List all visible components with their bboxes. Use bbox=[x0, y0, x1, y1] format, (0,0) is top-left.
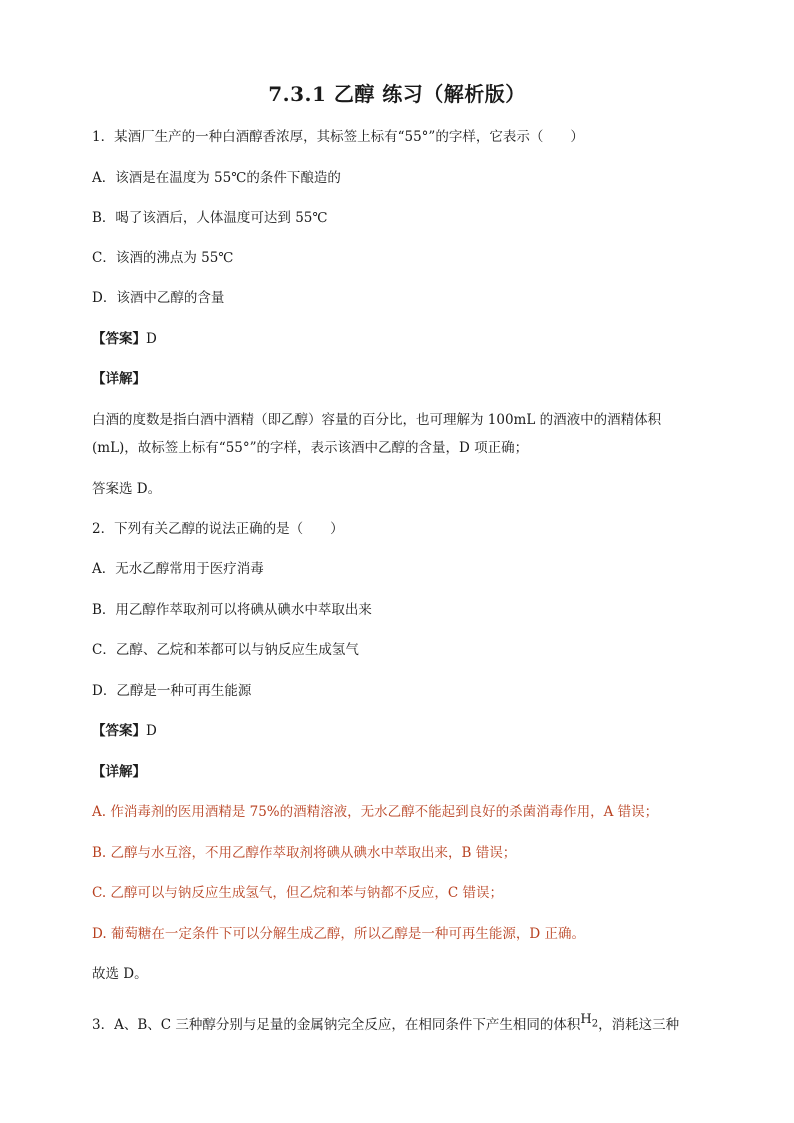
question-1-answer bbox=[92, 329, 157, 349]
question-2-option-b: B．用乙醇作萃取剂可以将碘从碘水中萃取出来 bbox=[92, 602, 372, 618]
answer-value: D bbox=[146, 331, 157, 347]
answer-label: 【答案】 bbox=[92, 331, 146, 347]
question-1-conclusion: 答案选 D。 bbox=[92, 481, 162, 497]
h2-subscript: 2 bbox=[591, 1018, 599, 1030]
question-1-option-c: C．该酒的沸点为 55℃ bbox=[92, 250, 234, 266]
question-1-option-a: A．该酒是在温度为 55℃的条件下酿造的 bbox=[92, 170, 341, 186]
h2-symbol: H bbox=[580, 1012, 592, 1027]
question-2-detail-c: C. 乙醇可以与钠反应生成氢气，但乙烷和苯与钠都不反应，C 错误； bbox=[92, 885, 504, 901]
question-1-detail-line-1: 白酒的度数是指白酒中酒精（即乙醇）容量的百分比，也可理解为 100mL 的酒液中的酒精体积 bbox=[92, 412, 662, 428]
page-title: 7.3.1 乙醇 练习（解析版） bbox=[268, 82, 526, 106]
question-3-stem bbox=[92, 1012, 680, 1041]
question-2-option-a: A．无水乙醇常用于医疗消毒 bbox=[92, 561, 264, 577]
question-2-answer bbox=[92, 721, 157, 741]
question-2-detail-b: B. 乙醇与水互溶，不用乙醇作萃取剂将碘从碘水中萃取出来，B 错误； bbox=[92, 845, 517, 861]
h2-formula bbox=[580, 1012, 599, 1030]
question-2-conclusion: 故选 D。 bbox=[92, 966, 148, 982]
question-2-option-d: D．乙醇是一种可再生能源 bbox=[92, 683, 252, 699]
question-1-option-d: D．该酒中乙醇的含量 bbox=[92, 290, 225, 306]
question-1-detail-line-2: (mL)，故标签上标有“55°”的字样，表示该酒中乙醇的含量，D 项正确； bbox=[92, 440, 529, 456]
question-2-detail-d: D. 葡萄糖在一定条件下可以分解生成乙醇，所以乙醇是一种可再生能源，D 正确。 bbox=[92, 926, 586, 942]
answer-label: 【答案】 bbox=[92, 723, 146, 739]
question-2-stem: 2．下列有关乙醇的说法正确的是（ ） bbox=[92, 521, 344, 537]
question-3-stem-part-1: 3．A、B、C 三种醇分别与足量的金属钠完全反应，在相同条件下产生相同的体积 bbox=[92, 1017, 581, 1033]
question-2-detail-a: A. 作消毒剂的医用酒精是 75%的酒精溶液，无水乙醇不能起到良好的杀菌消毒作用，A 错误； bbox=[92, 804, 659, 820]
question-2-detail-label: 【详解】 bbox=[92, 764, 146, 780]
answer-value: D bbox=[146, 723, 157, 739]
question-1-detail-label: 【详解】 bbox=[92, 371, 146, 387]
question-1-stem: 1．某酒厂生产的一种白酒醇香浓厚，其标签上标有“55°”的字样，它表示（ ） bbox=[92, 129, 584, 145]
question-1-option-b: B．喝了该酒后，人体温度可达到 55℃ bbox=[92, 210, 328, 226]
question-3-stem-part-2: ，消耗这三种 bbox=[598, 1017, 680, 1033]
question-2-option-c: C．乙醇、乙烷和苯都可以与钠反应生成氢气 bbox=[92, 642, 359, 658]
